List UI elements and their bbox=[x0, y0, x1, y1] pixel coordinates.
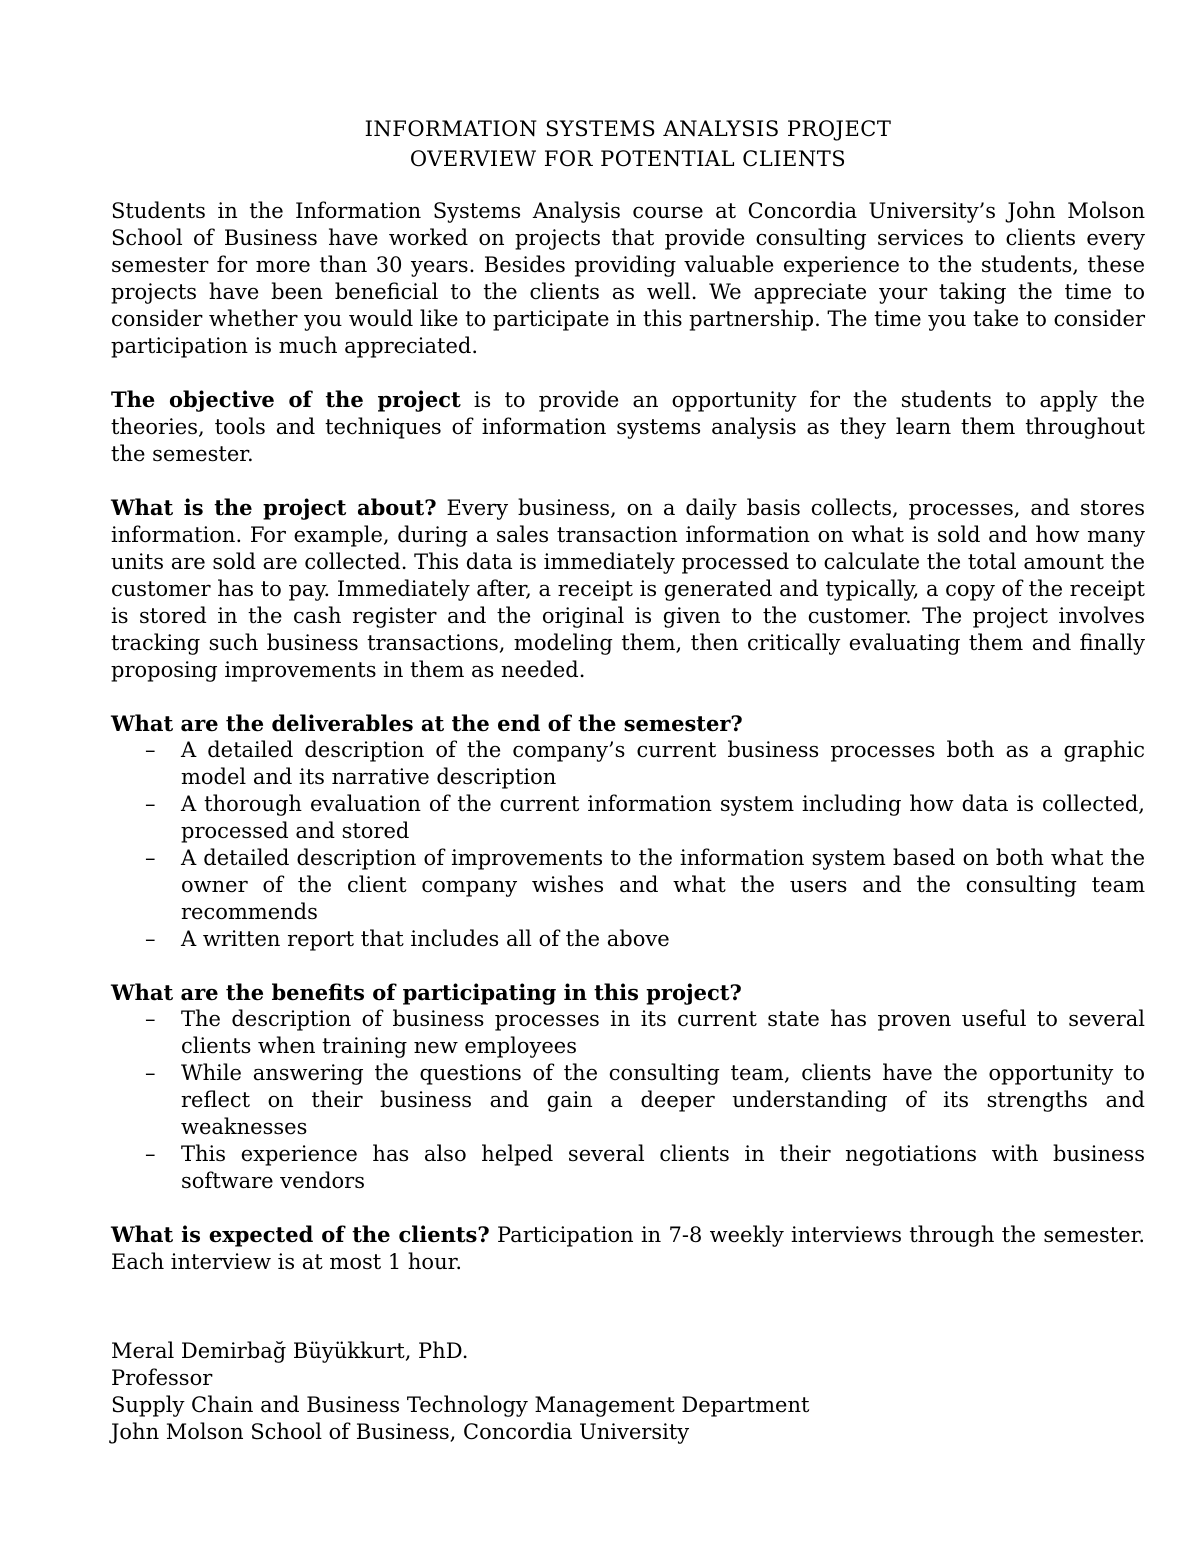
list-item bbox=[111, 845, 1145, 926]
list-item bbox=[111, 737, 1145, 791]
list-item-text: A detailed description of improvements to the information system based on both what the owner of the client company wishes and what the users and the consulting team recommends bbox=[181, 846, 1145, 924]
intro-paragraph: Students in the Information Systems Analysis course at Concordia University’s John Molson School of Business have worked on projects that provide consulting services to clients every semester for more than 30 years. Besides providing valuable experience to the students, these projects have been beneficial to the clients as well. We appreciate your taking the time to consider whether you would like to participate in this partnership. The time you take to consider participation is much appreciated. bbox=[111, 199, 1145, 358]
expected-lead: What is expected of the clients? bbox=[111, 1222, 490, 1247]
benefits-list bbox=[111, 1006, 1145, 1195]
dash-bullet: – bbox=[145, 738, 156, 762]
about-lead: What is the project about? bbox=[111, 495, 437, 520]
expected-paragraph bbox=[111, 1221, 1145, 1276]
list-item-text: A detailed description of the company’s current business processes both as a graphic model and its narrative description bbox=[181, 738, 1145, 789]
deliverables-heading: What are the deliverables at the end of the semester? bbox=[111, 711, 743, 736]
about-paragraph bbox=[111, 494, 1145, 684]
list-item-text: While answering the questions of the consulting team, clients have the opportunity to reflect on their business and gain a deeper understanding of its strengths and weaknesses bbox=[181, 1061, 1145, 1139]
dash-bullet: – bbox=[145, 927, 156, 951]
signature-position: Professor bbox=[111, 1366, 213, 1390]
dash-bullet: – bbox=[145, 1142, 156, 1166]
expected-text: Participation in 7-8 weekly interviews through the semester. Each interview is at most 1 hour. bbox=[111, 1223, 1145, 1274]
list-item bbox=[111, 1006, 1145, 1060]
objective-paragraph bbox=[111, 386, 1145, 468]
list-item bbox=[111, 1141, 1145, 1195]
list-item-text: A written report that includes all of the above bbox=[181, 927, 670, 951]
signature-block bbox=[111, 1338, 1145, 1446]
dash-bullet: – bbox=[145, 1007, 156, 1031]
dash-bullet: – bbox=[145, 846, 156, 870]
signature-name: Meral Demirbağ Büyükkurt, PhD. bbox=[111, 1339, 469, 1363]
signature-school: John Molson School of Business, Concordia University bbox=[111, 1420, 690, 1444]
objective-lead: The objective of the project bbox=[111, 387, 461, 412]
title-line-2: OVERVIEW FOR POTENTIAL CLIENTS bbox=[409, 147, 847, 171]
objective-text: is to provide an opportunity for the students to apply the theories, tools and techniques of information systems analysis as they learn them throughout the semester. bbox=[111, 388, 1146, 466]
about-text: Every business, on a daily basis collects, processes, and stores information. For example, during a sales transaction information on what is sold and how many units are sold are collected. This data is immediately processed to calculate the total amount the customer has to pay. Immediately after, a receipt is generated and typically, a copy of the receipt is stored in the cash register and the original is given to the customer. The project involves tracking such business transactions, modeling them, then critically evaluating them and finally proposing improvements in them as needed. bbox=[111, 496, 1145, 682]
dash-bullet: – bbox=[145, 1061, 156, 1085]
list-item-text: This experience has also helped several clients in their negotiations with business software vendors bbox=[181, 1142, 1145, 1193]
deliverables-list bbox=[111, 737, 1145, 953]
list-item-text: A thorough evaluation of the current information system including how data is collected, processed and stored bbox=[181, 792, 1145, 843]
list-item-text: The description of business processes in its current state has proven useful to several clients when training new employees bbox=[181, 1007, 1145, 1058]
title-line-1: INFORMATION SYSTEMS ANALYSIS PROJECT bbox=[364, 117, 892, 141]
document-page bbox=[111, 114, 1145, 1446]
dash-bullet: – bbox=[145, 792, 156, 816]
signature-department: Supply Chain and Business Technology Management Department bbox=[111, 1393, 810, 1417]
list-item bbox=[111, 791, 1145, 845]
benefits-heading: What are the benefits of participating in this project? bbox=[111, 980, 742, 1005]
list-item bbox=[111, 926, 1145, 953]
document-title bbox=[111, 114, 1145, 174]
list-item bbox=[111, 1060, 1145, 1141]
